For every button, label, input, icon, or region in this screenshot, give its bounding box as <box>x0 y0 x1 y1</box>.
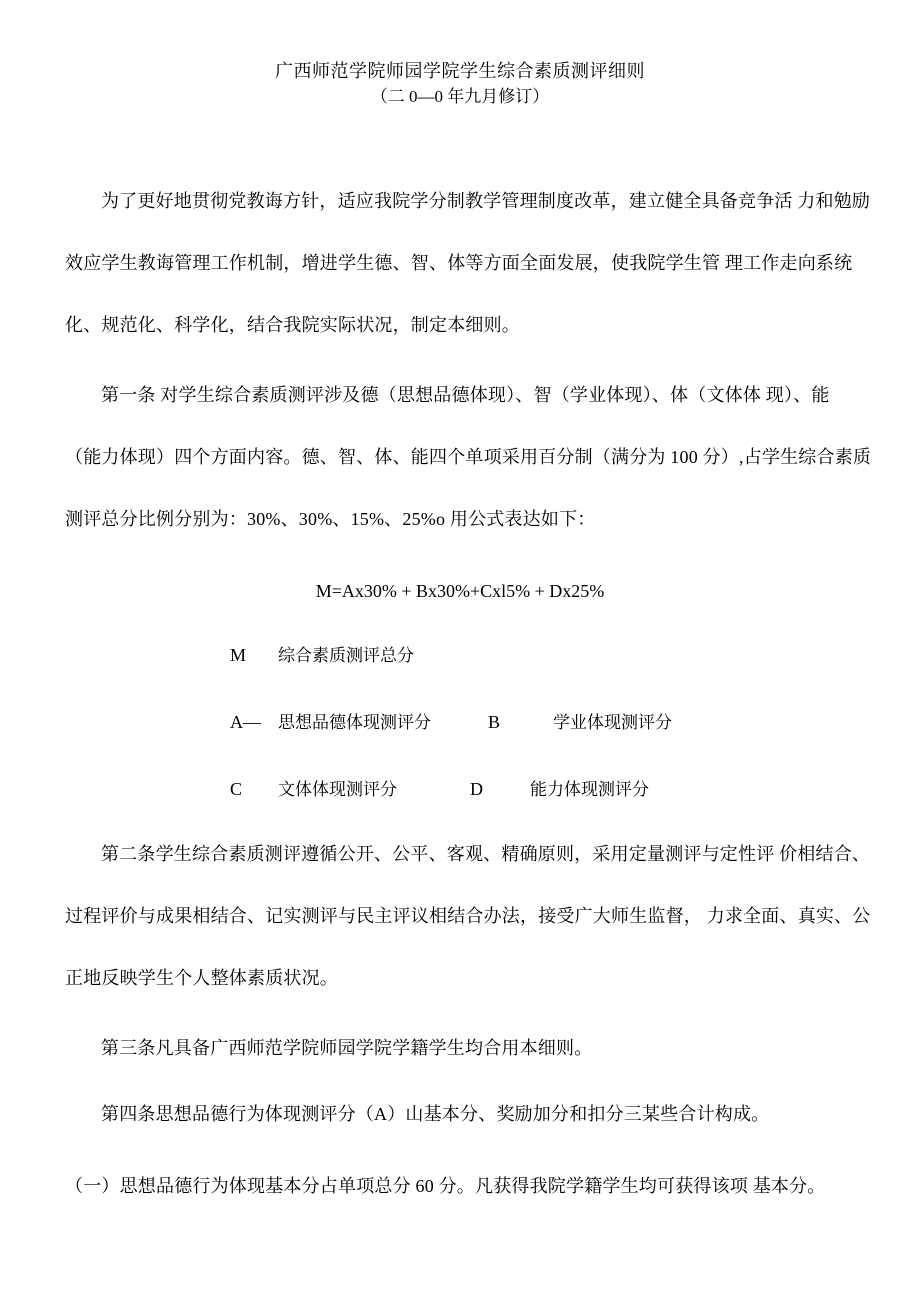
variable-definitions <box>65 622 855 823</box>
variable-m-label: M <box>230 645 247 665</box>
paragraph-line: 第三条凡具备广西师范学院师园学院学籍学生均合用本细则。 <box>101 1038 593 1058</box>
variable-b-label: B <box>488 712 501 732</box>
document-subtitle: （二 0—0 年九月修订） <box>370 87 550 106</box>
variable-d-text: 能力体现测评分 <box>530 780 649 799</box>
variable-c-label: C <box>230 779 243 799</box>
paragraph-line: 第二条学生综合素质测评遵循公开、公平、客观、精确原则，采用定量测评与定性评 价相结合、 <box>101 844 871 864</box>
paragraph-line: 测评总分比例分别为：30%、30%、15%、25%o 用公式表达如下： <box>65 509 596 529</box>
paragraph-line: （能力体现）四个方面内容。德、智、体、能四个单项采用百分制（满分为 100 分）,占学生综合素质 <box>65 447 872 467</box>
score-formula: M=Ax30% + Bx30%+Cxl5% + Dx25% <box>315 581 605 601</box>
paragraph-article-4 <box>65 1083 855 1145</box>
paragraph-item-1 <box>65 1155 855 1217</box>
document-title: 广西师范学院师园学院学生综合素质测评细则 <box>275 61 645 81</box>
paragraph-line: 第四条思想品德行为体现测评分（A）山基本分、奖励加分和扣分三某些合计构成。 <box>101 1104 770 1124</box>
paragraph-line: 化、规范化、科学化，结合我院实际状况，制定本细则。 <box>65 315 520 335</box>
paragraph-article-1 <box>65 364 872 550</box>
variable-b-text: 学业体现测评分 <box>553 713 672 732</box>
paragraph-line: 过程评价与成果相结合、记实测评与民主评议相结合办法，接受广大师生监督， 力求全面、真实、公 <box>65 906 871 926</box>
paragraph-line: 正地反映学生个人整体素质状况。 <box>65 968 338 988</box>
paragraph-article-3 <box>65 1017 855 1079</box>
variable-c-text: 文体体现测评分 <box>278 780 397 799</box>
paragraph-line: 为了更好地贯彻党教诲方针，适应我院学分制教学管理制度改革，建立健全具备竞争活 力和勉励 <box>101 191 871 211</box>
paragraph-article-2 <box>65 823 871 1009</box>
definition-row-a-b <box>65 689 855 756</box>
definition-row-c-d <box>65 756 855 823</box>
paragraph-line: 第一条 对学生综合素质测评涉及德（思想品德体现）、智（学业体现）、体（文体体 现）、能 <box>101 385 830 405</box>
variable-a-text: 思想品德体现测评分 <box>278 713 431 732</box>
variable-d-label: D <box>470 779 483 799</box>
variable-m-text: 综合素质测评总分 <box>278 646 414 665</box>
paragraph-line: （一）思想品德行为体现基本分占单项总分 60 分。凡获得我院学籍学生均可获得该项 基本分。 <box>65 1176 826 1196</box>
variable-a-label: A— <box>230 712 261 732</box>
paragraph-intro <box>65 170 871 356</box>
paragraph-line: 效应学生教诲管理工作机制，增进学生德、智、体等方面全面发展，使我院学生管 理工作走向系统 <box>65 253 853 273</box>
definition-row-m <box>65 622 855 689</box>
